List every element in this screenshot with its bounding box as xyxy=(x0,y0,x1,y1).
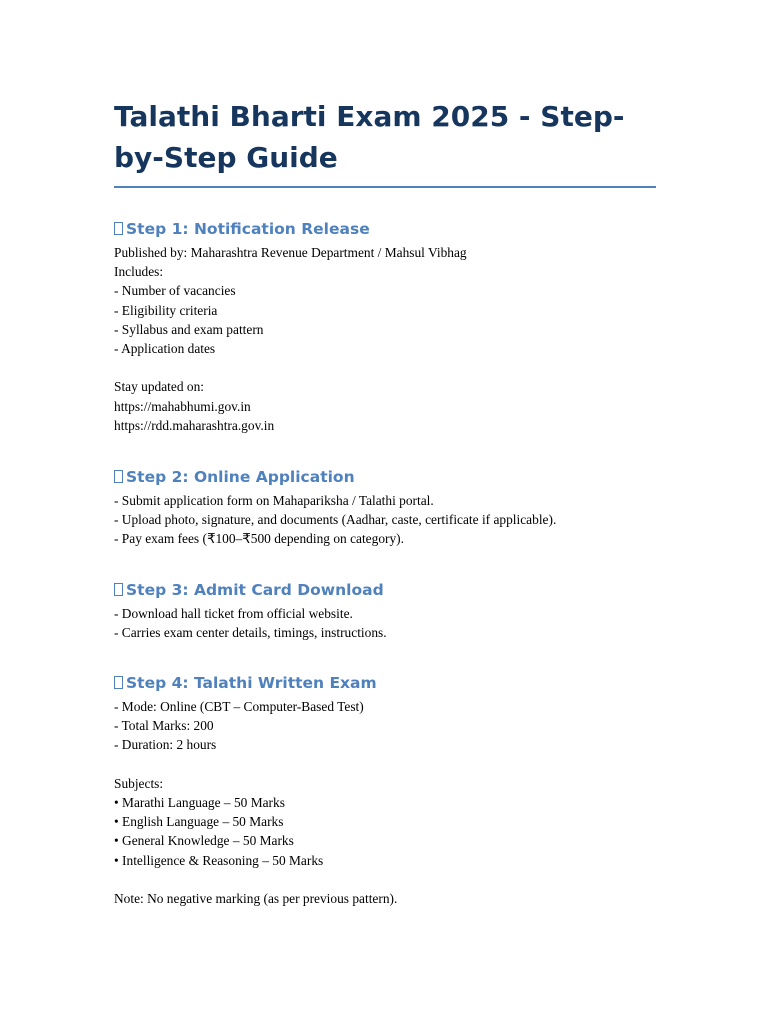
step-2-line: - Pay exam fees (₹100–₹500 depending on category). xyxy=(114,531,404,547)
missing-glyph-icon xyxy=(114,676,123,689)
step-1-line: - Number of vacancies xyxy=(114,283,236,299)
step-1-line: - Application dates xyxy=(114,341,216,357)
step-4-line: - Total Marks: 200 xyxy=(114,718,214,734)
link-rdd-maharashtra: https://rdd.maharashtra.gov.in xyxy=(114,417,275,433)
step-1-line: - Eligibility criteria xyxy=(114,302,218,318)
subject-item: • English Language – 50 Marks xyxy=(114,814,284,830)
document-page xyxy=(114,96,656,908)
step-1-line: Published by: Maharashtra Revenue Department / Mahsul Vibhag xyxy=(114,245,467,260)
step-1-line: Includes: xyxy=(114,264,164,280)
blank-line xyxy=(114,358,656,377)
blank-line xyxy=(114,755,656,774)
missing-glyph-icon xyxy=(114,222,123,235)
step-4-line: - Duration: 2 hours xyxy=(114,737,217,753)
blank-line xyxy=(114,870,656,889)
exam-note: Note: No negative marking (as per previous pattern). xyxy=(114,891,398,907)
step-4-line: Subjects: xyxy=(114,775,164,791)
subject-item: • Marathi Language – 50 Marks xyxy=(114,795,285,811)
step-4-line: - Mode: Online (CBT – Computer-Based Test) xyxy=(114,699,364,715)
section-step-2 xyxy=(114,466,656,549)
step-1-line: - Syllabus and exam pattern xyxy=(114,321,264,337)
step-3-line: - Download hall ticket from official website. xyxy=(114,605,353,621)
section-step-4 xyxy=(114,672,656,908)
section-step-1 xyxy=(114,218,656,435)
missing-glyph-icon xyxy=(114,583,123,596)
step-1-line: Stay updated on: xyxy=(114,379,205,395)
step-4-heading-text: Step 4: Talathi Written Exam xyxy=(126,674,377,693)
step-1-heading-text: Step 1: Notification Release xyxy=(126,220,370,238)
link-mahabhumi: https://mahabhumi.gov.in xyxy=(114,398,251,414)
step-1-heading xyxy=(114,218,656,240)
document-title: Talathi Bharti Exam 2025 - Step-by-Step Guide xyxy=(114,96,656,188)
subject-item: • General Knowledge – 50 Marks xyxy=(114,833,294,849)
step-4-heading xyxy=(114,672,656,694)
step-3-heading-text: Step 3: Admit Card Download xyxy=(126,580,384,599)
missing-glyph-icon xyxy=(114,470,123,483)
step-2-heading-text: Step 2: Online Application xyxy=(126,468,355,487)
step-3-line: - Carries exam center details, timings, instructions. xyxy=(114,624,387,640)
subject-item: • Intelligence & Reasoning – 50 Marks xyxy=(114,852,324,868)
step-2-heading xyxy=(114,466,656,488)
step-3-heading xyxy=(114,579,656,601)
section-step-3 xyxy=(114,579,656,642)
step-2-line: - Submit application form on Mahapariksha / Talathi portal. xyxy=(114,493,434,509)
step-2-line: - Upload photo, signature, and documents (Aadhar, caste, certificate if applicable). xyxy=(114,512,557,528)
